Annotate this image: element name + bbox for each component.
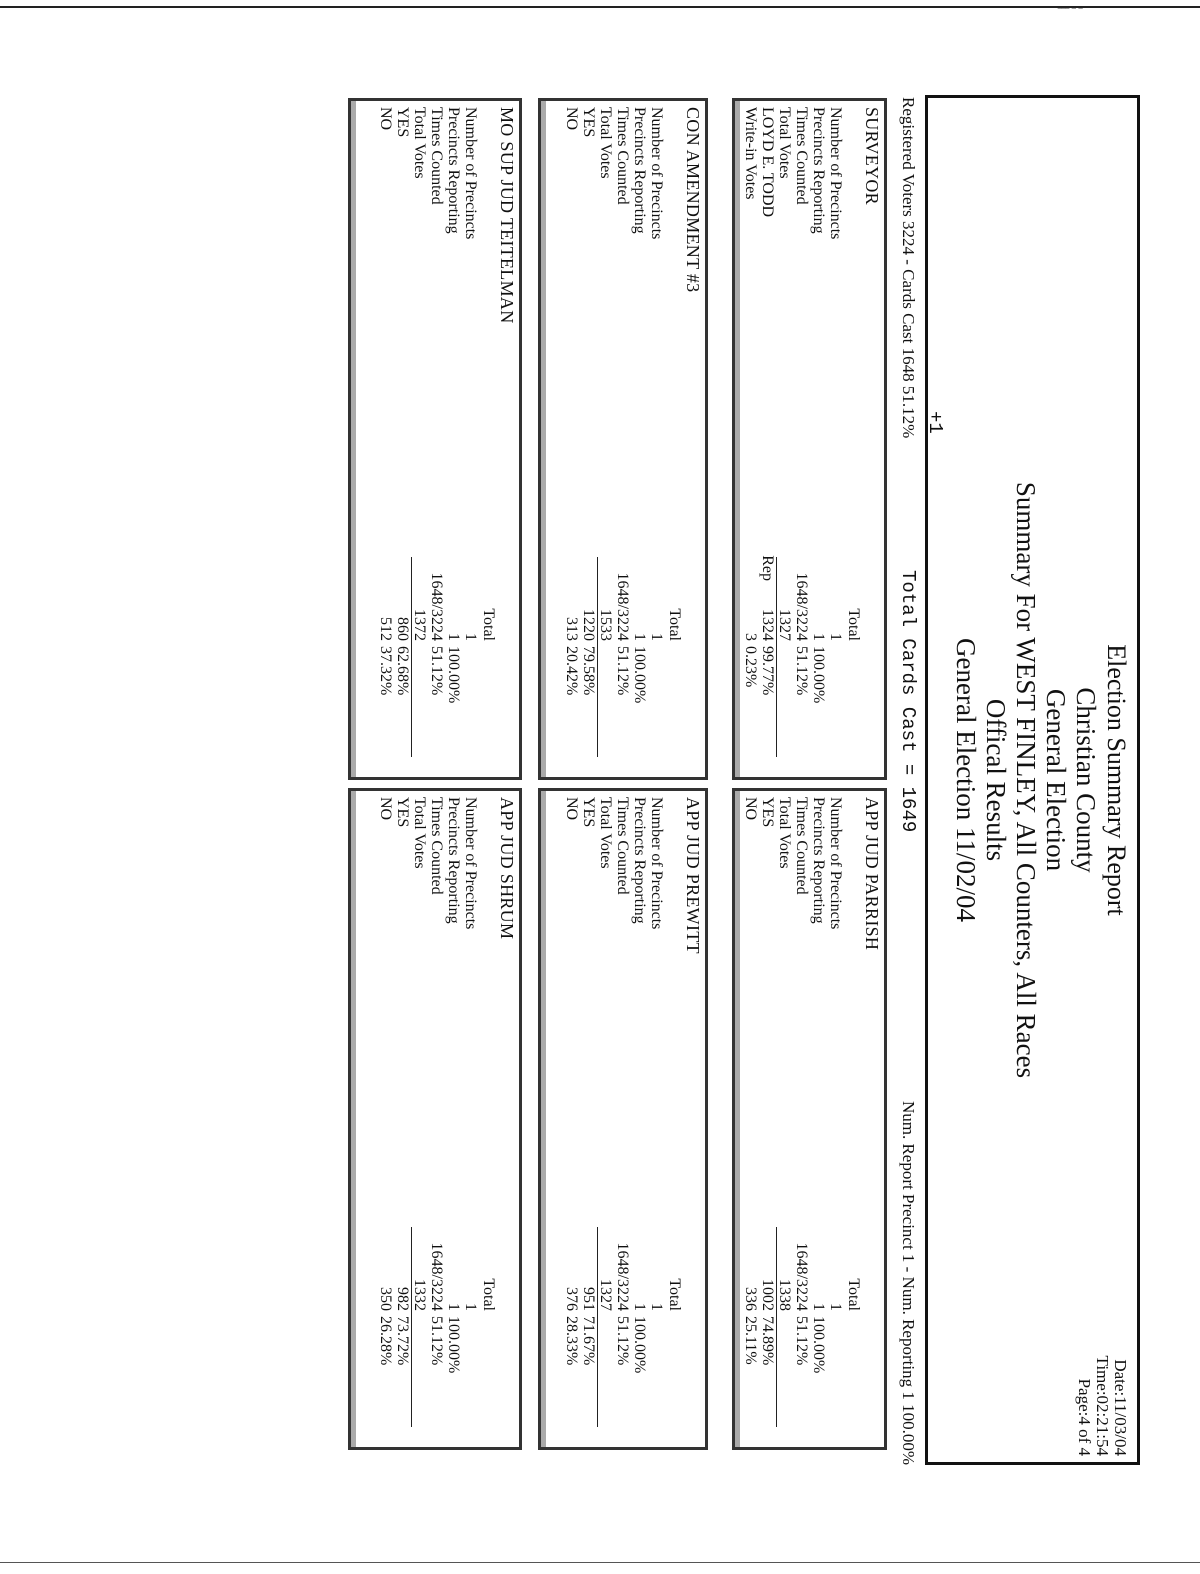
row-percent-value: 100.00% <box>631 646 648 704</box>
race-row <box>597 797 614 1441</box>
race-row <box>827 107 844 771</box>
row-label: YES <box>394 107 411 138</box>
race-row <box>631 797 648 1441</box>
row-total-value: 982 <box>394 1287 411 1311</box>
race-row <box>377 797 394 1441</box>
race-row <box>631 107 648 771</box>
race-title: APP JUD SHRUM <box>497 797 517 940</box>
row-total-value: 1324 <box>759 609 776 641</box>
race-row <box>648 797 665 1441</box>
row-label: Times Counted <box>793 107 810 205</box>
row-label: NO <box>563 107 580 131</box>
row-percent-value: 51.12% <box>614 1316 631 1366</box>
race-title: APP JUD PREWITT <box>683 797 703 954</box>
row-label: Number of Precincts <box>462 107 479 240</box>
total-votes-rule <box>776 1227 777 1427</box>
row-label: Total Votes <box>776 107 793 179</box>
report-header <box>925 95 1140 1465</box>
row-label: Number of Precincts <box>827 797 844 930</box>
row-label: YES <box>580 107 597 138</box>
race-title: SURVEYOR <box>862 107 882 205</box>
total-votes-rule <box>597 1227 598 1427</box>
row-percent-value: 25.11% <box>742 1316 759 1365</box>
surveyor-plus-note: +1 <box>924 411 946 434</box>
page-number: Page:4 of 4 <box>1075 1378 1094 1456</box>
row-total-value: 512 <box>377 617 394 641</box>
row-percent-value: 74.89% <box>759 1316 776 1366</box>
race-row <box>793 107 810 771</box>
row-total-value: 1 <box>631 633 648 641</box>
race-box-mo-sup-jud <box>348 98 522 780</box>
race-row <box>776 797 793 1441</box>
row-label: Total Votes <box>597 107 614 179</box>
race-row <box>742 797 759 1441</box>
total-votes-rule <box>411 1227 412 1427</box>
row-percent-value: 100.00% <box>631 1316 648 1374</box>
row-total-value: 1 <box>810 1303 827 1311</box>
race-row <box>462 797 479 1441</box>
race-row <box>563 797 580 1441</box>
row-total-value: 1 <box>810 633 827 641</box>
row-total-value: 350 <box>377 1287 394 1311</box>
row-total-value: 1 <box>827 1303 844 1311</box>
row-total-value: 336 <box>742 1287 759 1311</box>
county-name: Christian County <box>1071 687 1101 873</box>
row-total-value: 376 <box>563 1287 580 1311</box>
row-label: Precincts Reporting <box>810 797 827 924</box>
row-percent-value: 100.00% <box>810 646 827 704</box>
row-percent-value: 51.12% <box>793 1316 810 1366</box>
total-votes-rule <box>411 557 412 757</box>
race-row <box>394 797 411 1441</box>
race-row <box>759 797 776 1441</box>
row-label: Write-in Votes <box>742 107 759 200</box>
row-total-value: 1648/3224 <box>428 1242 445 1311</box>
row-label: Total Votes <box>597 797 614 869</box>
race-row <box>580 797 597 1441</box>
row-label: NO <box>377 107 394 131</box>
summary-for: Summary For WEST FINLEY, All Counters, All Races <box>1011 481 1041 1079</box>
race-row <box>597 107 614 771</box>
row-label: Number of Precincts <box>648 797 665 930</box>
total-column-header: Total <box>480 1278 497 1311</box>
row-total-value: 1372 <box>411 609 428 641</box>
race-row <box>445 797 462 1441</box>
row-total-value: 1648/3224 <box>428 572 445 641</box>
race-row <box>445 107 462 771</box>
election-date: General Election 11/02/04 <box>951 638 981 922</box>
row-total-value: 951 <box>580 1287 597 1311</box>
race-box-app-jud-shrum <box>348 788 522 1450</box>
race-row <box>742 107 759 771</box>
race-box-app-jud-parrish <box>732 788 887 1450</box>
row-total-value: 1 <box>445 1303 462 1311</box>
row-percent-value: 28.33% <box>563 1316 580 1366</box>
party-label: Rep <box>759 555 776 581</box>
row-label: Total Votes <box>411 107 428 179</box>
race-row <box>793 797 810 1441</box>
race-row <box>614 107 631 771</box>
row-total-value: 1338 <box>776 1279 793 1311</box>
summary-line <box>892 95 918 1475</box>
race-row <box>428 797 445 1441</box>
total-votes-rule <box>597 557 598 757</box>
row-percent-value: 71.67% <box>580 1316 597 1366</box>
race-row <box>428 107 445 771</box>
race-row <box>827 797 844 1441</box>
row-total-value: 1220 <box>580 609 597 641</box>
row-label: Number of Precincts <box>462 797 479 930</box>
race-row <box>614 797 631 1441</box>
row-label: Times Counted <box>428 797 445 895</box>
total-column-header: Total <box>480 608 497 641</box>
row-label: YES <box>759 797 776 828</box>
election-type: General Election <box>1041 688 1071 872</box>
row-label: Times Counted <box>614 107 631 205</box>
row-label: Times Counted <box>428 107 445 205</box>
total-column-header: Total <box>845 608 862 641</box>
row-percent-value: 100.00% <box>445 646 462 704</box>
race-row <box>759 107 776 771</box>
row-label: Total Votes <box>776 797 793 869</box>
row-label: NO <box>742 797 759 821</box>
row-percent-value: 0.23% <box>742 646 759 688</box>
row-total-value: 860 <box>394 617 411 641</box>
row-percent-value: 51.12% <box>793 646 810 696</box>
scan-top-border <box>0 6 1200 8</box>
race-row <box>377 107 394 771</box>
race-box-surveyor <box>732 98 887 780</box>
row-percent-value: 62.68% <box>394 646 411 696</box>
row-label: Precincts Reporting <box>810 107 827 234</box>
header-meta <box>1075 1356 1129 1456</box>
precinct-reporting: Num. Report Precinct 1 - Num. Reporting 1 100.00% <box>899 1100 918 1465</box>
row-label: YES <box>580 797 597 828</box>
race-row <box>810 797 827 1441</box>
row-total-value: 1648/3224 <box>614 1242 631 1311</box>
report-date: Date:11/03/04 <box>1111 1359 1130 1456</box>
total-column-header: Total <box>845 1278 862 1311</box>
race-box-app-jud-prewitt <box>538 788 708 1450</box>
row-percent-value: 73.72% <box>394 1316 411 1366</box>
race-row <box>411 797 428 1441</box>
row-total-value: 1 <box>462 1303 479 1311</box>
race-row <box>648 107 665 771</box>
row-total-value: 1 <box>445 633 462 641</box>
scan-corner-mark: ‾‾‾ ‾ ‾ <box>1058 8 1083 20</box>
total-votes-rule <box>776 557 777 757</box>
row-percent-value: 100.00% <box>445 1316 462 1374</box>
row-percent-value: 51.12% <box>428 646 445 696</box>
scan-bottom-border <box>0 1562 1200 1563</box>
row-label: NO <box>563 797 580 821</box>
row-total-value: 1 <box>462 633 479 641</box>
row-total-value: 1648/3224 <box>614 572 631 641</box>
race-title: CON AMENDMENT #3 <box>683 107 703 293</box>
row-total-value: 1 <box>648 633 665 641</box>
row-percent-value: 51.12% <box>614 646 631 696</box>
row-percent-value: 51.12% <box>428 1316 445 1366</box>
row-label: YES <box>394 797 411 828</box>
race-row <box>580 107 597 771</box>
row-percent-value: 26.28% <box>377 1316 394 1366</box>
total-cards-cast: Total Cards Cast = 1649 <box>897 570 919 833</box>
report-time: Time:02:21:54 <box>1093 1355 1112 1456</box>
race-row <box>810 107 827 771</box>
race-row <box>411 107 428 771</box>
row-percent-value: 100.00% <box>810 1316 827 1374</box>
row-label: Number of Precincts <box>827 107 844 240</box>
race-row <box>776 107 793 771</box>
row-label: Precincts Reporting <box>631 797 648 924</box>
row-percent-value: 79.58% <box>580 646 597 696</box>
race-box-con-amendment <box>538 98 708 780</box>
total-column-header: Total <box>666 608 683 641</box>
row-total-value: 1533 <box>597 609 614 641</box>
row-total-value: 1327 <box>776 609 793 641</box>
race-row <box>462 107 479 771</box>
total-column-header: Total <box>666 1278 683 1311</box>
row-label: LOYD E. TODD <box>759 107 776 218</box>
row-total-value: 1 <box>827 633 844 641</box>
registered-voters: Registered Voters 3224 - Cards Cast 1648 51.12% <box>899 97 918 439</box>
race-title: APP JUD PARRISH <box>862 797 882 951</box>
race-title: MO SUP JUD TEITELMAN <box>497 107 517 324</box>
rotated-report-page <box>140 95 1140 1475</box>
row-total-value: 1327 <box>597 1279 614 1311</box>
row-label: NO <box>377 797 394 821</box>
row-total-value: 1332 <box>411 1279 428 1311</box>
row-total-value: 1002 <box>759 1279 776 1311</box>
row-total-value: 1648/3224 <box>793 572 810 641</box>
row-label: Precincts Reporting <box>445 107 462 234</box>
row-percent-value: 20.42% <box>563 646 580 696</box>
race-row <box>563 107 580 771</box>
row-total-value: 3 <box>742 633 759 641</box>
row-percent-value: 37.32% <box>377 646 394 696</box>
header-titles <box>951 248 1131 1312</box>
row-label: Times Counted <box>614 797 631 895</box>
results-status: Offical Results <box>981 698 1011 862</box>
race-row <box>394 107 411 771</box>
row-label: Total Votes <box>411 797 428 869</box>
row-total-value: 1 <box>648 1303 665 1311</box>
report-title: Election Summary Report <box>1102 644 1131 916</box>
row-percent-value: 99.77% <box>759 646 776 696</box>
row-label: Number of Precincts <box>648 107 665 240</box>
row-label: Precincts Reporting <box>631 107 648 234</box>
row-total-value: 1648/3224 <box>793 1242 810 1311</box>
row-total-value: 1 <box>631 1303 648 1311</box>
row-total-value: 313 <box>563 617 580 641</box>
row-label: Precincts Reporting <box>445 797 462 924</box>
row-label: Times Counted <box>793 797 810 895</box>
